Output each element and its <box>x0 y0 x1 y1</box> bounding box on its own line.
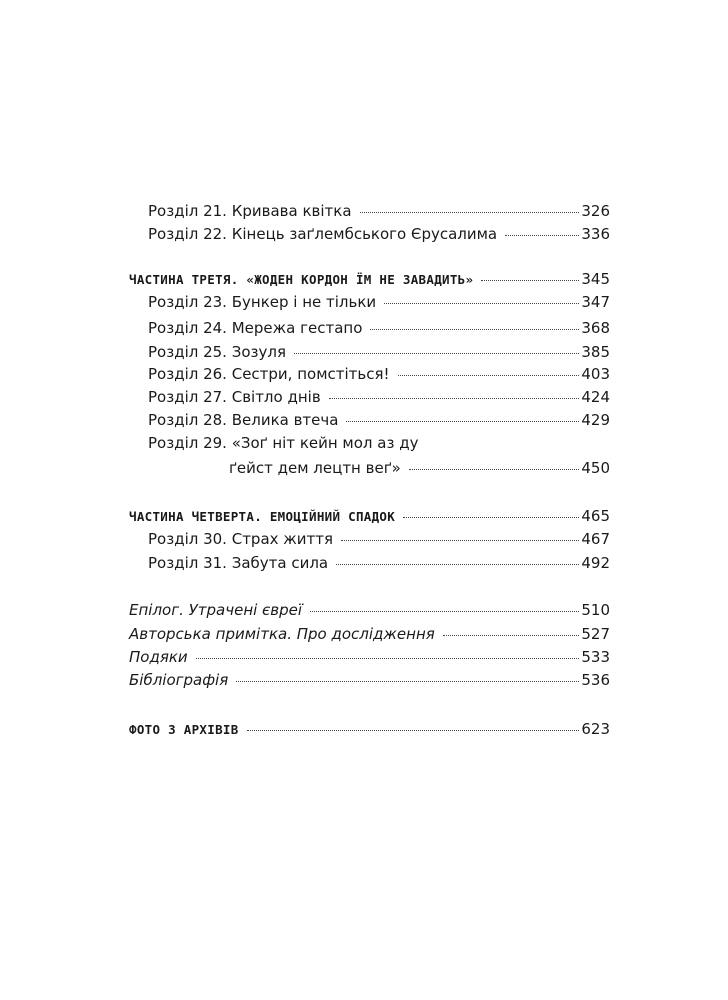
toc-entry-title: Розділ 31. Забута сила <box>148 554 329 572</box>
toc-entry-page: 623 <box>581 720 610 738</box>
dot-leader <box>310 611 579 612</box>
dot-leader <box>398 375 580 376</box>
toc-entry-chapter-29-line1[interactable]: Розділ 29. «Зоґ ніт кейн мол аз ду <box>148 434 419 452</box>
toc-entry-title: Авторська примітка. Про дослідження <box>129 625 435 643</box>
toc-entry-chapter-30[interactable] <box>148 529 610 549</box>
toc-entry-chapter-25[interactable] <box>148 342 610 362</box>
toc-entry-chapter-27[interactable] <box>148 387 610 407</box>
toc-entry-page: 326 <box>581 202 610 220</box>
toc-entry-title: Розділ 28. Велика втеча <box>148 411 339 429</box>
toc-entry-title: Розділ 21. Кривава квітка <box>148 202 352 220</box>
toc-entry-page: 368 <box>581 319 610 337</box>
dot-leader <box>481 280 579 281</box>
toc-entry-page: 510 <box>581 601 610 619</box>
toc-entry-chapter-21[interactable] <box>148 201 610 221</box>
toc-entry-title: Епілог. Утрачені євреї <box>129 601 303 619</box>
toc-entry-title: Подяки <box>129 648 188 666</box>
toc-entry-chapter-28[interactable] <box>148 410 610 430</box>
dot-leader <box>370 329 579 330</box>
dot-leader <box>247 730 580 731</box>
dot-leader <box>403 517 579 518</box>
toc-entry-page: 465 <box>581 507 610 525</box>
toc-entry-page: 536 <box>581 671 610 689</box>
toc-entry-chapter-26[interactable] <box>148 364 610 384</box>
toc-entry-page: 385 <box>581 343 610 361</box>
toc-entry-title: Розділ 22. Кінець заґлембського Єрусалима <box>148 225 498 243</box>
toc-part-title: ФОТО З АРХІВІВ <box>129 722 239 737</box>
toc-entry-epilogue[interactable] <box>129 600 610 620</box>
dot-leader <box>505 235 579 236</box>
dot-leader <box>341 540 579 541</box>
toc-entry-chapter-22[interactable] <box>148 224 610 244</box>
toc-entry-page: 527 <box>581 625 610 643</box>
toc-entry-author-note[interactable] <box>129 624 610 644</box>
toc-entry-chapter-24[interactable] <box>148 318 610 338</box>
dot-leader <box>294 353 579 354</box>
toc-entry-page: 336 <box>581 225 610 243</box>
toc-entry-chapter-29[interactable] <box>229 458 610 478</box>
toc-entry-page: 450 <box>581 459 610 477</box>
toc-entry-title: Розділ 26. Сестри, помстіться! <box>148 365 390 383</box>
toc-entry-page: 429 <box>581 411 610 429</box>
toc-entry-photos[interactable] <box>129 719 610 740</box>
dot-leader <box>236 681 579 682</box>
toc-entry-part-4[interactable] <box>129 506 610 527</box>
toc-entry-page: 424 <box>581 388 610 406</box>
toc-entry-title: Розділ 30. Страх життя <box>148 530 334 548</box>
toc-entry-page: 403 <box>581 365 610 383</box>
dot-leader <box>329 398 580 399</box>
toc-entry-page: 533 <box>581 648 610 666</box>
toc-entry-part-3[interactable] <box>129 269 610 290</box>
toc-entry-title: Розділ 27. Світло днів <box>148 388 321 406</box>
toc-entry-chapter-23[interactable] <box>148 292 610 312</box>
toc-entry-page: 345 <box>581 270 610 288</box>
toc-entry-page: 467 <box>581 530 610 548</box>
toc-entry-page: 347 <box>581 293 610 311</box>
toc-entry-title: Розділ 25. Зозуля <box>148 343 286 361</box>
toc-entry-title: Розділ 24. Мережа гестапо <box>148 319 363 337</box>
toc-entry-title: ґейст дем лецтн веґ» <box>229 459 401 477</box>
toc-part-title: ЧАСТИНА ТРЕТЯ. «ЖОДЕН КОРДОН ЇМ НЕ ЗАВАДИТЬ» <box>129 272 474 287</box>
dot-leader <box>443 635 580 636</box>
toc-part-title: ЧАСТИНА ЧЕТВЕРТА. ЕМОЦІЙНИЙ СПАДОК <box>129 509 396 524</box>
toc-entry-bibliography[interactable] <box>129 670 610 690</box>
toc-entry-title: Бібліографія <box>129 671 229 689</box>
dot-leader <box>384 303 579 304</box>
dot-leader <box>409 469 580 470</box>
toc-entry-page: 492 <box>581 554 610 572</box>
toc-entry-acknowledgements[interactable] <box>129 647 610 667</box>
dot-leader <box>336 564 579 565</box>
dot-leader <box>360 212 580 213</box>
toc-entry-title: Розділ 23. Бункер і не тільки <box>148 293 377 311</box>
toc-entry-chapter-31[interactable] <box>148 553 610 573</box>
dot-leader <box>196 658 580 659</box>
dot-leader <box>346 421 579 422</box>
